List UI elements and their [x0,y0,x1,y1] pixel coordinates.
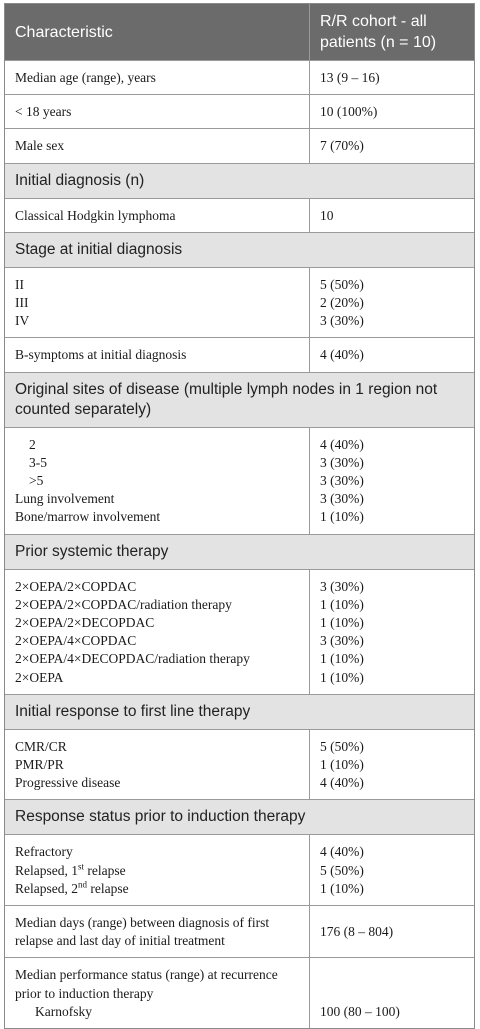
header-cohort-line1: R/R cohort - all [320,13,427,30]
list-item-label: III [15,295,29,311]
section-header-response-status [5,800,474,835]
list-item-label: >5 [29,473,44,489]
row-value: 10 [320,207,334,223]
list-item-label: 2×OEPA/4×DECOPDAC/radiation therapy [15,651,250,667]
section-header-initial-diagnosis [5,164,474,199]
list-item-label: Lung involvement [15,491,115,507]
row-labels [5,268,310,338]
row-labels [5,958,310,1028]
row-value: 7 (70%) [320,138,364,154]
table-row [5,129,474,163]
row-value [310,906,474,957]
list-item-label: 2×OEPA [15,669,64,685]
list-item-value: 5 (50%) [320,738,364,754]
list-item-label: Bone/marrow involvement [15,509,161,525]
row-label: B-symptoms at initial diagnosis [5,338,310,371]
section-title: Prior systemic therapy [15,542,169,560]
row-labels [5,730,310,800]
row-value [310,958,474,1028]
table-row-group [5,428,474,535]
row-labels [5,570,310,694]
row-value: 4 (40%) [320,347,364,363]
table-row-group [5,730,474,801]
table-row [5,906,474,958]
row-label: Median performance status (range) at recurrence prior to induction therapy [15,967,278,1001]
section-header-stage [5,233,474,268]
list-item-label: 2×OEPA/2×COPDAC/radiation therapy [15,596,232,612]
list-item-label: Relapsed, 1st relapse [15,861,126,878]
list-item-label: Relapsed, 2nd relapse [15,879,129,896]
row-values [310,428,474,534]
list-item-value: 3 (30%) [320,633,364,649]
table-row [5,61,474,95]
table-row-group [5,835,474,906]
row-label: Median days (range) between diagnosis of first relapse and last day of initial treatment [5,906,310,957]
table-row [5,199,474,233]
table-row [5,338,474,372]
list-item-value: 3 (30%) [320,491,364,507]
row-label: Median age (range), years [5,61,310,94]
section-title: Response status prior to induction therapy [15,808,306,826]
list-item-label: 2×OEPA/2×COPDAC [15,578,137,594]
table-row-group [5,268,474,339]
row-label: Classical Hodgkin lymphoma [5,199,310,232]
list-item-label: II [15,276,24,292]
list-item-value: 1 (10%) [320,880,364,896]
table-header [5,4,474,61]
list-item-value: 3 (30%) [320,454,364,470]
list-item-value: 3 (30%) [320,313,364,329]
section-title: Initial diagnosis (n) [15,171,145,189]
list-item-value: 4 (40%) [320,844,364,860]
row-label: < 18 years [5,95,310,128]
section-header-initial-response [5,695,474,730]
list-item-label: 2×OEPA/4×COPDAC [15,633,137,649]
row-value: 10 (100%) [320,104,378,120]
list-item-value: 1 (10%) [320,651,364,667]
list-item-value: 3 (30%) [320,578,364,594]
row-values [310,570,474,694]
characteristics-table [4,3,475,1029]
list-item-value: 4 (40%) [320,436,364,452]
row-values [310,835,474,905]
list-item-value: 2 (20%) [320,295,364,311]
list-item-value: 1 (10%) [320,509,364,525]
row-labels [5,835,310,905]
table-row [5,95,474,129]
row-values [310,268,474,338]
list-item-label: 2 [29,436,36,452]
list-item-label: 2×OEPA/2×DECOPDAC [15,615,155,631]
list-item-value: 5 (50%) [320,862,364,878]
row-value-text: 176 (8 – 804) [320,924,394,940]
list-item-label: Progressive disease [15,775,121,791]
list-item-value: 5 (50%) [320,276,364,292]
list-item-label: CMR/CR [15,738,67,754]
list-item-label: 3-5 [29,454,47,470]
row-label: Male sex [5,129,310,162]
table-row [5,958,474,1028]
section-title: Initial response to first line therapy [15,702,251,720]
section-title: Original sites of disease (multiple lymph nodes in 1 region not counted separately) [15,380,438,418]
row-values [310,730,474,800]
list-item-value: 1 (10%) [320,615,364,631]
list-item-value: 1 (10%) [320,596,364,612]
row-sub-label: Karnofsky [35,1003,92,1019]
list-item-value: 1 (10%) [320,669,364,685]
section-header-prior-therapy [5,535,474,570]
row-labels [5,428,310,534]
list-item-value: 1 (10%) [320,757,364,773]
table-row-group [5,570,474,695]
list-item-label: PMR/PR [15,757,64,773]
list-item-value: 3 (30%) [320,473,364,489]
header-characteristic: Characteristic [5,4,310,60]
section-title: Stage at initial diagnosis [15,240,183,258]
list-item-label: IV [15,313,30,329]
section-header-sites [5,373,474,428]
row-value-text: 100 (80 – 100) [320,1003,400,1019]
header-cohort-line2: patients (n = 10) [320,34,437,51]
header-cohort [310,4,474,60]
row-value: 13 (9 – 16) [320,70,380,85]
list-item-value: 4 (40%) [320,775,364,791]
list-item-label: Refractory [15,844,73,860]
